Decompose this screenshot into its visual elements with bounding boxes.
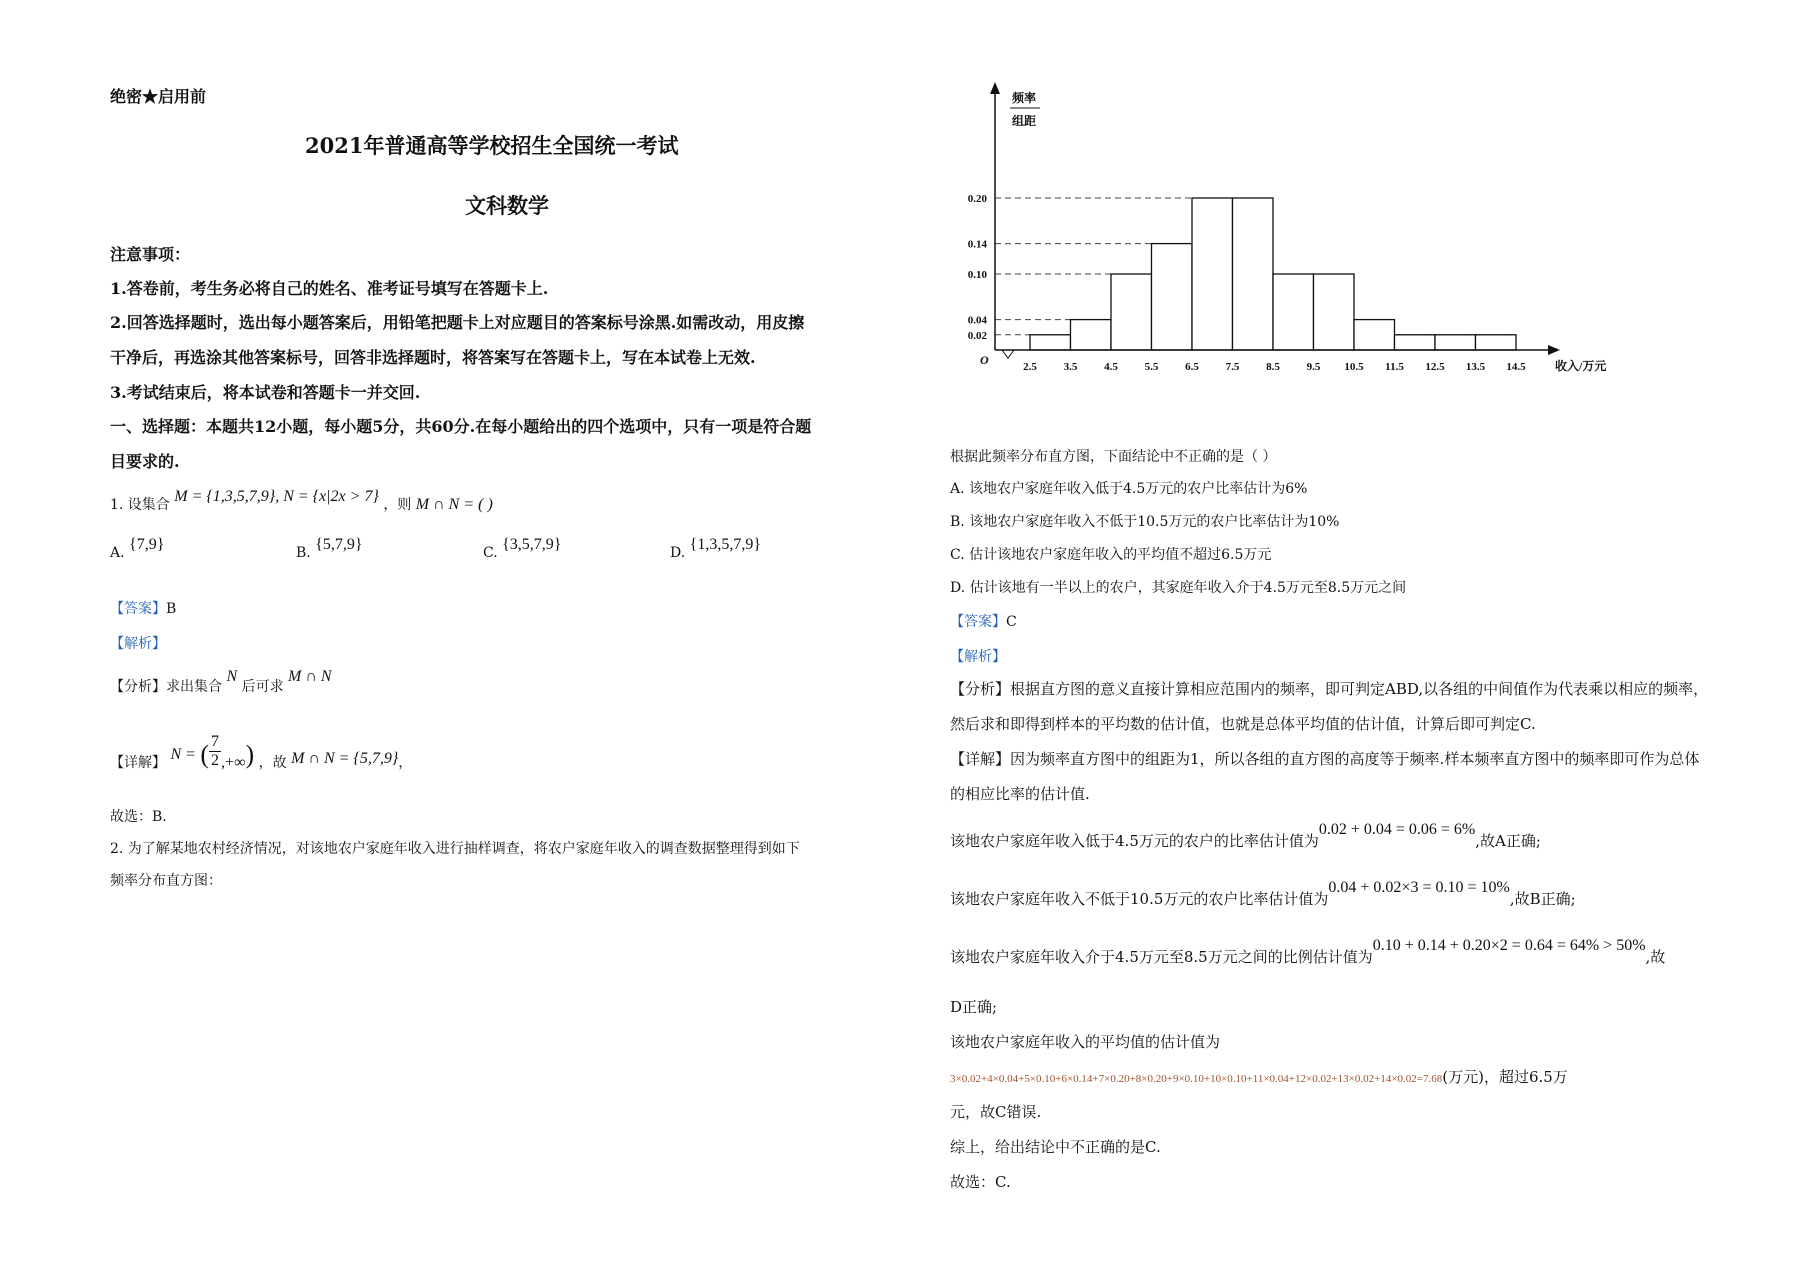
q1-option-a	[110, 536, 165, 562]
line-a-post: ,故A正确;	[1475, 832, 1541, 850]
line-d-text: 该地农户家庭年收入介于4.5万元至8.5万元之间的比例估计值为	[950, 948, 1373, 966]
xj-result: M ∩ N = {5,7,9}	[291, 750, 399, 767]
histogram-bar	[1476, 335, 1517, 350]
notice-1: 1.答卷前，考生务必将自己的姓名、准考证号填写在答题卡上.	[110, 279, 549, 298]
q2-avg-end: 元，故C错误.	[950, 1103, 1042, 1121]
xj-rparen: )	[245, 740, 255, 769]
histogram-chart	[950, 80, 1610, 380]
histogram-bar	[1030, 335, 1071, 350]
answer-value: B	[166, 601, 177, 617]
x-axis-label: 收入/万元	[1555, 359, 1607, 373]
histogram-bar	[1395, 335, 1436, 350]
frac-den: 2	[211, 751, 220, 769]
fenxi-N: N	[226, 668, 238, 685]
q1-analysis-tag: 【解析】	[110, 636, 166, 652]
section-heading-a: 一、选择题：本题共12小题，每小题5分，共60分.在每小题给出的四个选项中，只有一项是符合题	[110, 417, 812, 436]
q2-answer	[950, 611, 1017, 631]
histogram-bar	[1314, 274, 1355, 350]
q1-sets: M = {1,3,5,7,9}, N = {x|2x > 7}	[174, 488, 379, 505]
fenxi-text-2: 后可求	[241, 679, 284, 695]
q2-xiangjie-2: 的相应比率的估计值.	[950, 785, 1090, 803]
option-value: {3,5,7,9}	[502, 536, 562, 553]
line-a-text: 该地农户家庭年收入低于4.5万元的农户的比率估计值为	[950, 832, 1319, 850]
notice-3: 3.考试结束后，将本试卷和答题卡一并交回.	[110, 383, 421, 402]
notice-2b: 干净后，再选涂其他答案标号，回答非选择题时，将答案写在答题卡上，写在本试卷上无效.	[110, 348, 756, 367]
fenxi-text: 求出集合	[166, 679, 222, 695]
q1-xiangjie	[110, 732, 413, 782]
option-label: D.	[670, 545, 686, 561]
line-a-math: 0.02 + 0.04 = 0.06 = 6%	[1318, 821, 1476, 838]
histogram-bar	[1152, 244, 1193, 350]
q2-line-d	[950, 937, 1666, 967]
q1-choose: 故选：B.	[110, 809, 167, 825]
y-tick-label: 0.02	[967, 329, 987, 342]
q1-stem	[110, 488, 493, 514]
q1-answer	[110, 598, 176, 618]
option-label: B.	[296, 545, 311, 561]
q2-option-d: D. 估计该地有一半以上的农户，其家庭年收入介于4.5万元至8.5万元之间	[950, 580, 1407, 596]
option-value: {1,3,5,7,9}	[689, 536, 761, 553]
q2-fenxi-2: 然后求和即得到样本的平均数的估计值，也就是总体平均值的估计值，计算后即可判定C.	[950, 715, 1536, 733]
section-heading-b: 目要求的.	[110, 452, 180, 471]
y-tick-label: 0.14	[967, 238, 987, 251]
x-tick-label: 9.5	[1306, 361, 1321, 373]
histogram-bar	[1354, 320, 1395, 350]
xj-end: ，	[398, 755, 413, 771]
answer-value: C	[1006, 614, 1017, 630]
histogram-bar	[1233, 198, 1274, 350]
x-tick-label: 2.5	[1023, 361, 1037, 373]
x-tick-label: 3.5	[1063, 361, 1078, 373]
x-tick-label: 8.5	[1266, 361, 1280, 373]
x-tick-label: 13.5	[1465, 361, 1486, 373]
q1-option-b	[296, 536, 363, 562]
answer-tag: 【答案】	[950, 614, 1006, 630]
notice-heading: 注意事项：	[110, 245, 191, 264]
histogram-bar	[1071, 320, 1112, 350]
avg-math: 3×0.02+4×0.04+5×0.10+6×0.14+7×0.20+8×0.20+9×0.10+10×0.10+11×0.04+12×0.02+13×0.02+14×0.02=7.68	[950, 1073, 1443, 1085]
line-d-post: ,故	[1645, 948, 1666, 966]
y-label-bottom: 组距	[1012, 114, 1037, 128]
q2-fenxi-1: 【分析】根据直方图的意义直接计算相应范围内的频率，即可判定ABD,以各组的中间值作为代表乘以相应的频率，	[950, 680, 1709, 698]
line-b-post: ,故B正确;	[1509, 890, 1576, 908]
fenxi-MN: M ∩ N	[288, 668, 332, 685]
x-tick-label: 14.5	[1506, 361, 1526, 373]
notice-2a: 2.回答选择题时，选出每小题答案后，用铅笔把题卡上对应题目的答案标号涂黑.如需改动，用皮擦	[110, 313, 805, 332]
exam-subject: 文科数学	[465, 193, 549, 218]
x-tick-label: 4.5	[1104, 361, 1118, 373]
q2-line-b	[950, 879, 1576, 909]
x-tick-label: 11.5	[1385, 361, 1404, 373]
q2-stem-b: 频率分布直方图：	[110, 873, 222, 889]
secret-label: 绝密★启用前	[110, 87, 207, 106]
xj-fraction	[209, 733, 221, 770]
q2-question: 根据此频率分布直方图，下面结论中不正确的是（ ）	[950, 449, 1277, 465]
x-tick-label: 6.5	[1185, 361, 1199, 373]
q2-xiangjie-1: 【详解】因为频率直方图中的组距为1，所以各组的直方图的高度等于频率.样本频率直方图中的频率即可作为总体	[950, 750, 1700, 768]
q2-summary: 综上，给出结论中不正确的是C.	[950, 1138, 1161, 1156]
option-value: {7,9}	[129, 536, 165, 553]
xj-mid: ，故	[258, 755, 287, 771]
option-label: C.	[483, 545, 498, 561]
x-tick-label: 5.5	[1144, 361, 1159, 373]
y-tick-label: 0.20	[967, 193, 987, 205]
x-axis-arrow	[1548, 345, 1560, 355]
xiangjie-tag: 【详解】	[110, 755, 166, 771]
q2-avg-intro: 该地农户家庭年收入的平均值的估计值为	[950, 1033, 1221, 1051]
xj-lparen: (	[200, 740, 210, 769]
q2-option-a: A. 该地农户家庭年收入低于4.5万元的农户比率估计为6%	[950, 481, 1308, 497]
x-tick-label: 10.5	[1344, 361, 1364, 373]
x-tick-label: 7.5	[1225, 361, 1240, 373]
q2-option-b: B. 该地农户家庭年收入不低于10.5万元的农户比率估计为10%	[950, 514, 1340, 530]
histogram-bar	[1111, 274, 1152, 350]
option-label: A.	[110, 545, 125, 561]
avg-post: (万元)，超过6.5万	[1442, 1068, 1568, 1086]
y-axis-arrow	[990, 82, 1000, 94]
y-tick-label: 0.10	[967, 269, 987, 281]
q1-fenxi	[110, 668, 332, 696]
histogram-bar	[1435, 335, 1476, 350]
line-b-text: 该地农户家庭年收入不低于10.5万元的农户比率估计值为	[950, 890, 1329, 908]
option-value: {5,7,9}	[315, 536, 363, 553]
y-label-top: 频率	[1012, 91, 1037, 105]
y-tick-label: 0.04	[967, 314, 987, 327]
q1-stem-text: 1. 设集合	[110, 497, 170, 513]
q2-choose: 故选：C.	[950, 1173, 1011, 1191]
line-d-math: 0.10 + 0.14 + 0.20×2 = 0.64 = 64% > 50%	[1372, 937, 1646, 954]
frac-num: 7	[211, 732, 220, 750]
q1-then: ，则	[383, 497, 412, 513]
q1-question: M ∩ N = ( )	[415, 496, 493, 513]
axis-break	[995, 350, 1030, 358]
q2-stem-a: 2. 为了解某地农村经济情况，对该地农户家庭年收入进行抽样调查，将农户家庭年收入的调查数据整理得到如下	[110, 841, 800, 857]
exam-title: 2021年普通高等学校招生全国统一考试	[305, 133, 679, 158]
histogram-bar	[1273, 274, 1314, 350]
origin-label: O	[980, 353, 989, 367]
x-tick-label: 12.5	[1425, 361, 1445, 373]
histogram-bar	[1192, 198, 1233, 350]
q2-analysis-tag: 【解析】	[950, 649, 1006, 665]
xj-N: N =	[170, 746, 196, 763]
q2-line-d-end: D正确;	[950, 998, 998, 1016]
fenxi-tag: 【分析】	[110, 679, 166, 695]
q1-option-c	[483, 536, 562, 562]
xj-rest: ,+∞	[221, 754, 246, 771]
q2-avg-line	[950, 1066, 1568, 1087]
q2-option-c: C. 估计该地农户家庭年收入的平均值不超过6.5万元	[950, 547, 1272, 563]
q1-option-d	[670, 536, 761, 562]
line-b-math: 0.04 + 0.02×3 = 0.10 = 10%	[1328, 879, 1510, 896]
q2-line-a	[950, 821, 1541, 851]
answer-tag: 【答案】	[110, 601, 166, 617]
